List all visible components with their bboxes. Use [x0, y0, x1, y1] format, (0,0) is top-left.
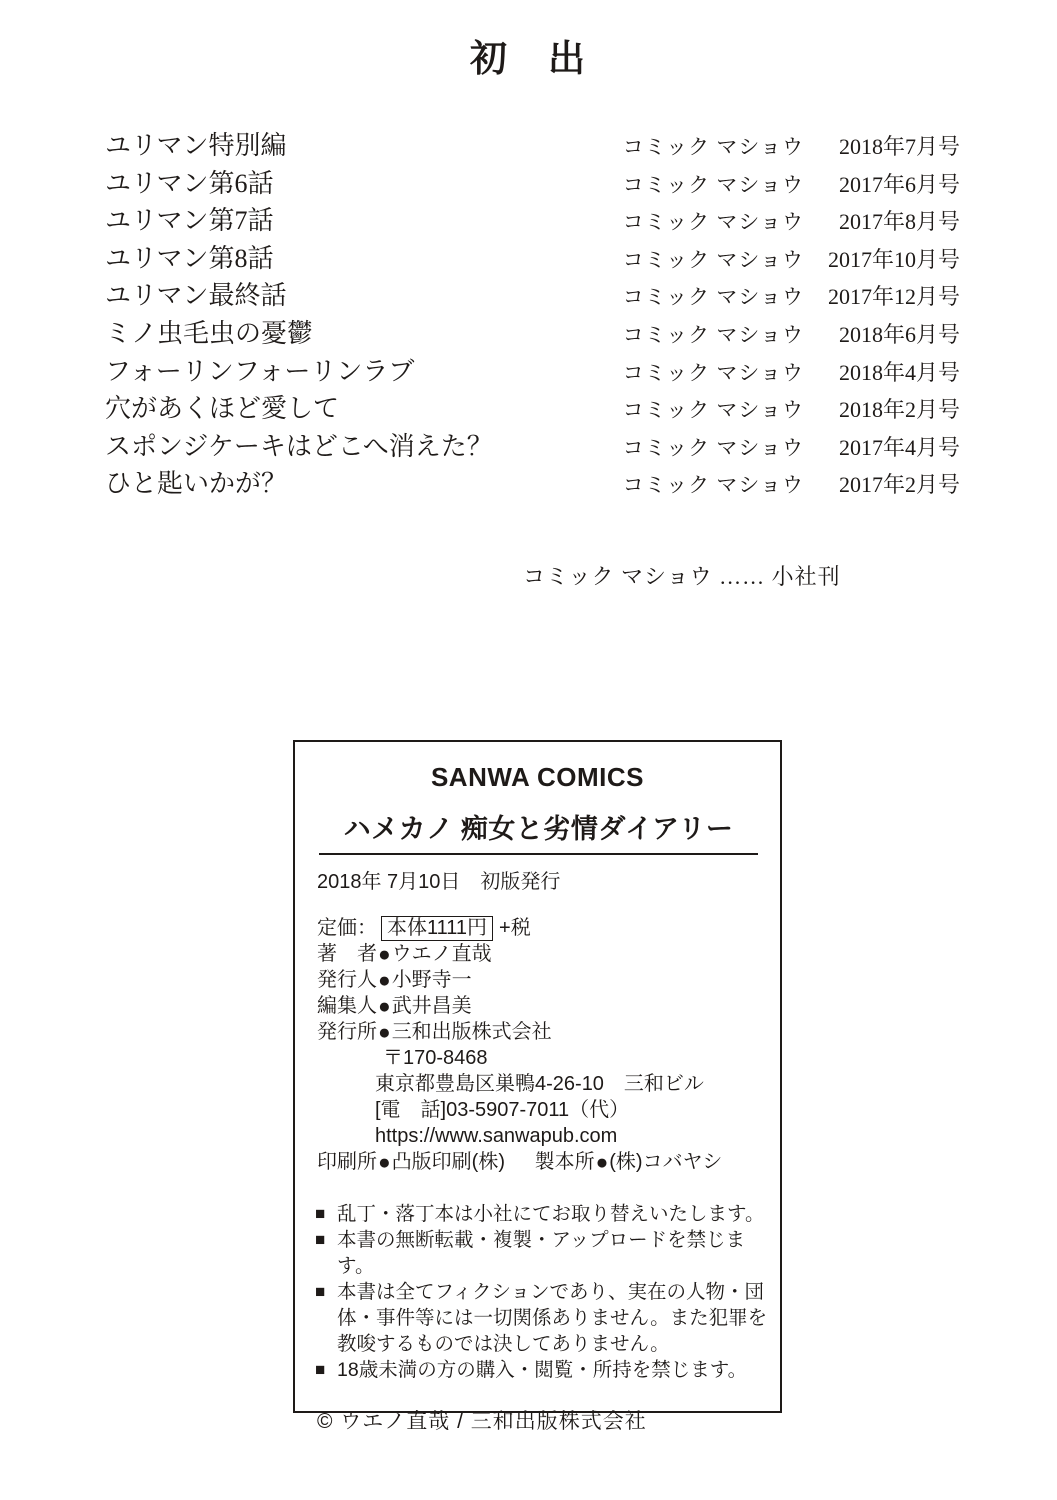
edition-date: 2018年 7月10日 初版発行: [317, 871, 561, 893]
chapter-title: ひと匙いかが？: [105, 469, 288, 499]
chapter-title: ユリマン第8話: [105, 243, 274, 273]
colophon-box: [293, 740, 782, 1433]
notice-text: 本書の無断転載・複製・アップロードを禁じます。: [337, 1229, 746, 1277]
publication-source: [623, 429, 960, 468]
credit-role: 発行所: [317, 1021, 377, 1043]
magazine-name: コミック マショウ: [622, 360, 804, 385]
phone-number: [電 話]03-5907-7011（代）: [375, 1099, 630, 1121]
credit-name: 小野寺一: [391, 969, 472, 991]
bullet-icon: ●: [378, 1151, 391, 1174]
notice-line: [315, 1357, 780, 1383]
publication-row: [105, 277, 960, 315]
chapter-title: ミノ虫毛虫の憂鬱: [105, 318, 314, 348]
bullet-icon: ●: [378, 969, 391, 992]
publication-row: [105, 202, 960, 240]
magazine-name: コミック マショウ: [622, 473, 804, 498]
publication-row: [105, 165, 960, 203]
copyright-line: © ウエノ直哉 / 三和出版株式会社: [317, 1410, 647, 1433]
credit-role: 編集人: [317, 995, 377, 1017]
issue-date: 2017年6月号: [838, 171, 960, 197]
publication-row: [105, 390, 960, 428]
publication-row: [105, 240, 960, 278]
issue-date: 2017年10月号: [827, 246, 960, 272]
production-role: 製本所: [534, 1151, 595, 1173]
production-line: [317, 1149, 780, 1175]
credit-role: 著 者: [317, 943, 377, 965]
credit-line: [317, 967, 780, 993]
price-boxed-value: 本体1111円: [381, 916, 493, 941]
publication-source: [623, 203, 960, 242]
issue-date: 2017年2月号: [838, 472, 960, 498]
publication-row: [105, 465, 960, 503]
chapter-title: ユリマン第7話: [105, 206, 274, 236]
issue-date: 2017年8月号: [838, 209, 960, 235]
publication-source: [623, 128, 960, 167]
price-line: [317, 915, 780, 941]
page-title: 初 出: [470, 39, 587, 80]
square-marker-icon: ■: [315, 1230, 326, 1249]
publication-list: [105, 127, 960, 503]
issue-date: 2017年4月号: [838, 434, 960, 460]
magazine-name: コミック マショウ: [622, 322, 804, 347]
book-title: ハメカノ 痴女と劣情ダイアリー: [343, 814, 734, 844]
magazine-name: コミック マショウ: [622, 135, 804, 159]
chapter-title: ユリマン最終話: [105, 281, 287, 311]
notice-line: [315, 1201, 780, 1227]
magazine-name: コミック マショウ: [622, 247, 804, 272]
notice-line: [315, 1279, 780, 1357]
publication-source: [623, 278, 960, 317]
notice-text: 18歳未満の方の購入・閲覧・所持を禁じます。: [337, 1359, 748, 1381]
credit-line: [317, 941, 780, 967]
publisher-address-block: [375, 1045, 780, 1149]
publication-row: [105, 353, 960, 391]
price-tax-suffix: +税: [499, 917, 531, 939]
bullet-icon: ●: [378, 995, 391, 1018]
square-marker-icon: ■: [315, 1360, 326, 1379]
publication-row: [105, 315, 960, 353]
issue-date: 2017年12月号: [827, 284, 960, 310]
publication-source: [623, 166, 960, 205]
credit-name: 三和出版株式会社: [391, 1021, 552, 1043]
book-title-rule: [319, 807, 758, 855]
publication-source: [623, 241, 960, 280]
production-name: 凸版印刷(株): [391, 1151, 506, 1173]
credit-name: ウエノ直哉: [391, 943, 492, 965]
publication-row: [105, 428, 960, 466]
bullet-icon: ●: [378, 943, 391, 966]
publisher-footnote: コミック マショウ …… 小社刊: [523, 564, 841, 589]
publication-source: [623, 466, 960, 505]
price-label: 定価：: [317, 917, 377, 939]
postal-code: 〒170-8468: [383, 1047, 488, 1069]
issue-date: 2018年2月号: [838, 397, 960, 423]
issue-date: 2018年7月号: [838, 134, 960, 159]
production-role: 印刷所: [317, 1151, 377, 1173]
issue-date: 2018年4月号: [838, 359, 960, 385]
magazine-name: コミック マショウ: [622, 172, 804, 197]
chapter-title: 穴があくほど愛して: [105, 394, 340, 424]
credit-role: 発行人: [317, 969, 377, 991]
chapter-title: フォーリンフォーリンラブ: [105, 356, 415, 386]
square-marker-icon: ■: [315, 1204, 326, 1223]
magazine-name: コミック マショウ: [622, 435, 804, 460]
bullet-icon: ●: [595, 1151, 609, 1174]
chapter-title: スポンジケーキはどこへ消えた？: [105, 431, 493, 461]
notices-list: [315, 1201, 780, 1383]
credits-list: [317, 941, 780, 1045]
website-url: https://www.sanwapub.com: [375, 1125, 618, 1147]
publication-source: [623, 391, 960, 430]
chapter-title: ユリマン第6話: [105, 168, 274, 198]
notice-text: 乱丁・落丁本は小社にてお取り替えいたします。: [337, 1203, 765, 1225]
credit-name: 武井昌美: [391, 995, 472, 1017]
credit-line: [317, 993, 780, 1019]
magazine-name: コミック マショウ: [622, 285, 804, 310]
bullet-icon: ●: [378, 1021, 391, 1044]
publication-source: [623, 354, 960, 393]
magazine-name: コミック マショウ: [622, 210, 804, 235]
square-marker-icon: ■: [315, 1282, 326, 1301]
chapter-title: ユリマン特別編: [105, 131, 287, 160]
production-pair: [317, 1151, 511, 1173]
production-name: (株)コバヤシ: [609, 1151, 723, 1173]
production-pair: [535, 1151, 723, 1173]
magazine-name: コミック マショウ: [622, 398, 804, 423]
notice-text: 本書は全てフィクションであり、実在の人物・団体・事件等には一切関係ありません。また犯罪を教唆するものでは決してありません。: [337, 1281, 768, 1355]
publication-row: [105, 127, 960, 165]
publication-source: [623, 316, 960, 355]
street-address: 東京都豊島区巣鴨4-26-10 三和ビル: [375, 1073, 704, 1095]
credit-line: [317, 1019, 780, 1045]
imprint-label: SANWA COMICS: [430, 762, 645, 792]
issue-date: 2018年6月号: [838, 321, 960, 347]
notice-line: [315, 1227, 780, 1279]
